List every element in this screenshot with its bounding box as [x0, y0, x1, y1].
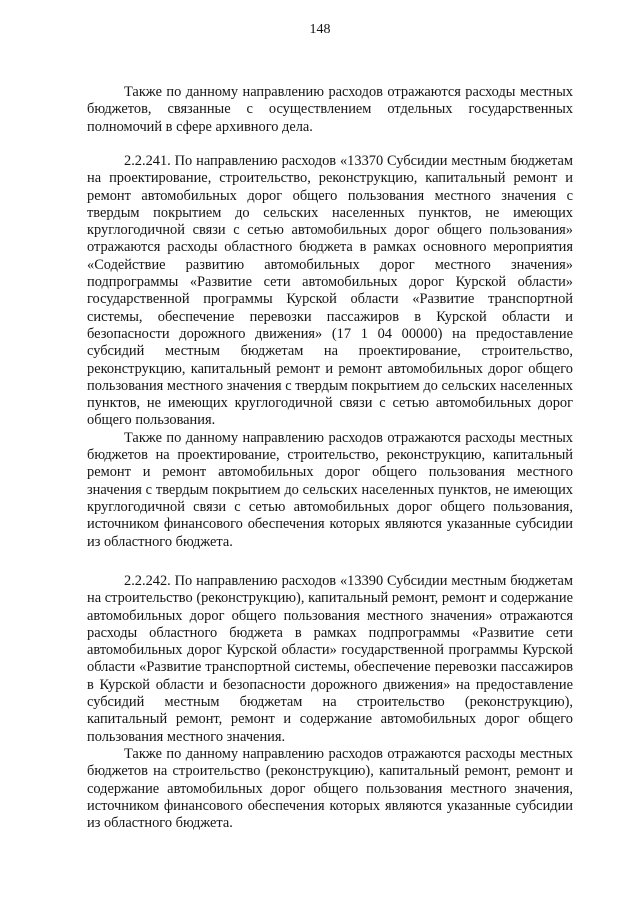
- paragraph-archive: Также по данному направлению расходов отражаются расходы местных бюджетов, связанные с осуществлением отдельных государственных полномочий в сфере архивного дела.: [87, 84, 573, 135]
- paragraph-2-2-241: 2.2.241. По направлению расходов «13370 Субсидии местным бюджетам на проектирование, строительство, реконструкцию, капитальный ремонт и ремонт автомобильных дорог общего пользования местного значения с твердым покрытием до сельских населенных пунктов, не имеющих круглогодичной связи с сетью автомобильных дорог общего пользования» отражаются расходы областного бюджета в рамках основного мероприятия «Содействие развитию автомобильных дорог местного значения» подпрограммы «Развитие сети автомобильных дорог Курской области» государственной программы Курской области «Развитие транспортной системы, обеспечение перевозки пассажиров в Курской области и безопасности дорожного движения» (17 1 04 00000) на предоставление субсидий местным бюджетам на проектирование, строительство, реконструкцию, капитальный ремонт и ремонт автомобильных дорог общего пользования местного значения с твердым покрытием до сельских населенных пунктов, не имеющих круглогодичной связи с сетью автомобильных дорог общего пользования.: [87, 153, 573, 429]
- paragraph-2-2-241-local: Также по данному направлению расходов отражаются расходы местных бюджетов на проектирование, строительство, реконструкцию, капитальный ремонт и ремонт автомобильных дорог общего пользования местного значения с твердым покрытием до сельских населенных пунктов, не имеющих круглогодичной связи с сетью автомобильных дорог общего пользования, источником финансового обеспечения которых являются указанные субсидии из областного бюджета.: [87, 429, 573, 550]
- paragraph-2-2-242-local: Также по данному направлению расходов отражаются расходы местных бюджетов на строительство (реконструкцию), капитальный ремонт, ремонт и содержание автомобильных дорог общего пользования местного значения, источником финансового обеспечения которых являются указанные субсидии из областного бюджета.: [87, 745, 573, 832]
- section-2-2-241: [87, 153, 573, 551]
- section-archive-tail: [87, 84, 573, 136]
- section-2-2-242: [87, 573, 573, 832]
- paragraph-2-2-242: 2.2.242. По направлению расходов «13390 Субсидии местным бюджетам на строительство (реконструкцию), капитальный ремонт, ремонт и содержание автомобильных дорог общего пользования местного значения» отражаются расходы областного бюджета в рамках подпрограммы «Развитие сети автомобильных дорог Курской области» государственной программы Курской области «Развитие транспортной системы, обеспечение перевозки пассажиров в Курской области и безопасности дорожного движения» на предоставление субсидий местным бюджетам на строительство (реконструкцию), капитальный ремонт, ремонт и содержание автомобильных дорог общего пользования местного значения.: [87, 573, 573, 745]
- page-number: 148: [309, 22, 331, 37]
